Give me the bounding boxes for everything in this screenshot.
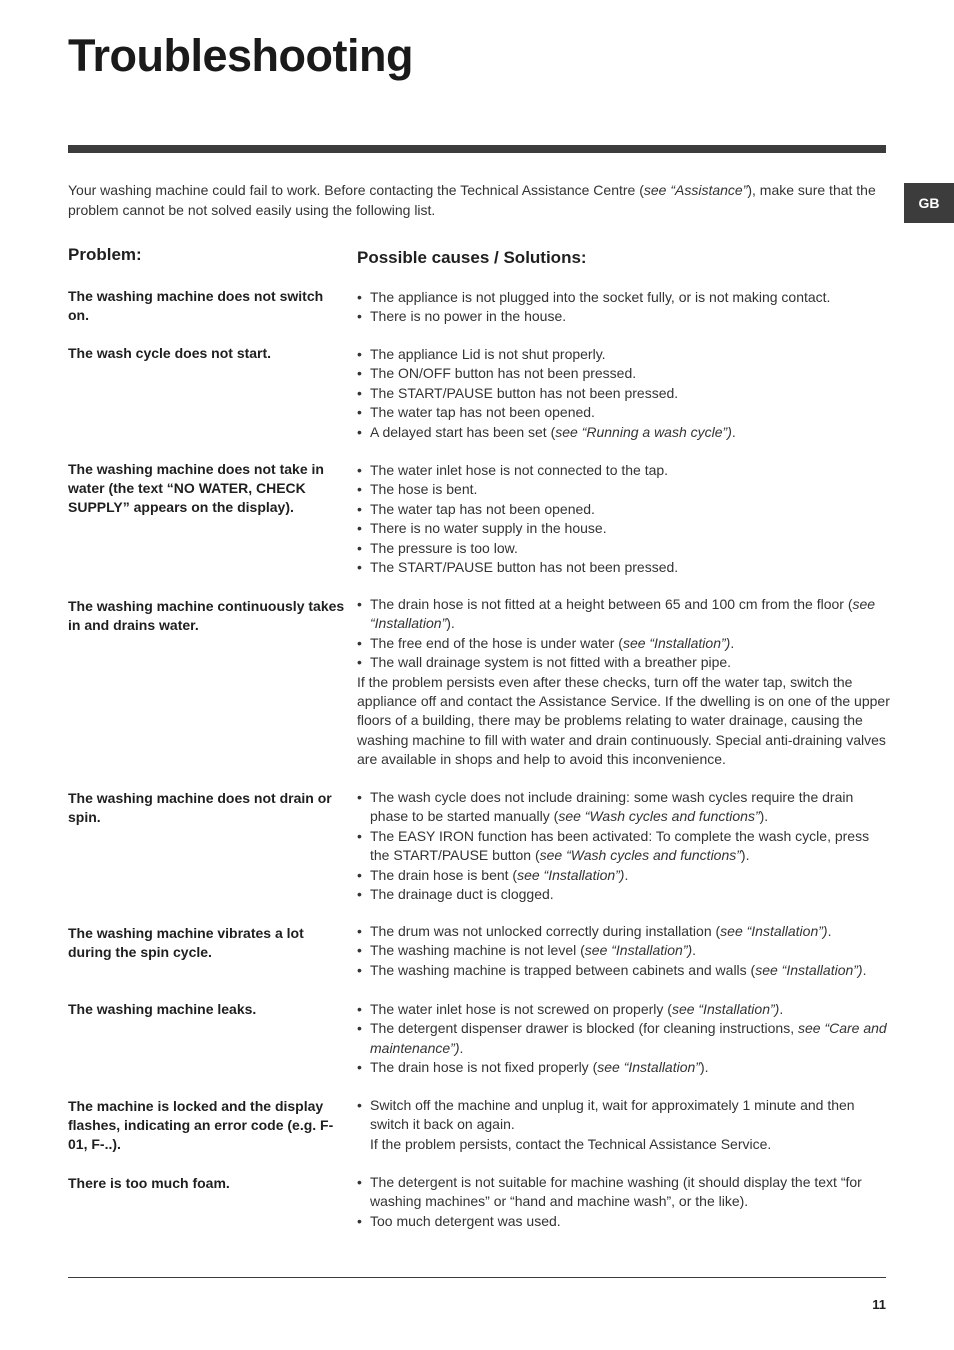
solutions-list (357, 288, 892, 327)
solutions-list (357, 461, 892, 577)
solution-text: The wash cycle does not include draining: some wash cycles require the drain phase to be started manually ( (370, 789, 854, 825)
solution-text-end: . (459, 1039, 464, 1056)
problem-column-header: Problem: (68, 245, 142, 264)
solutions-list (357, 922, 892, 980)
solutions-list (357, 1000, 892, 1078)
solution-text: The detergent dispenser drawer is blocked (for cleaning instructions, (370, 1020, 798, 1037)
solution-text: The appliance Lid is not shut properly. (370, 346, 606, 362)
solution-text: The appliance is not plugged into the socket fully, or is not making contact. (370, 289, 831, 305)
solution-item (357, 288, 892, 307)
solution-text: The ON/OFF button has not been pressed. (370, 365, 637, 382)
solution-text: The washing machine is not level ( (370, 942, 585, 959)
solution-text: The pressure is too low. (370, 539, 518, 556)
solution-text: The EASY IRON function has been activated: To complete the wash cycle, press the START/PAUSE button ( (370, 827, 870, 864)
solution-item (357, 827, 892, 866)
solution-text: If the problem persists, contact the Technical Assistance Service. (370, 1135, 772, 1152)
solution-reference: see “Installation” (597, 1059, 700, 1076)
solution-text: The drain hose is bent ( (370, 866, 518, 883)
solution-item (357, 634, 892, 653)
solution-item (357, 539, 892, 558)
solutions-list (357, 595, 892, 770)
solution-item (357, 384, 892, 403)
problem-text: The washing machine vibrates a lot during the spin cycle. (68, 925, 304, 960)
solution-text: There is no water supply in the house. (370, 520, 607, 537)
solution-text: The water inlet hose is not connected to the tap. (370, 462, 669, 478)
solution-text: The START/PAUSE button has not been pressed. (370, 384, 679, 401)
solution-item (357, 1135, 892, 1154)
problem-text: There is too much foam. (68, 1175, 230, 1191)
solution-text-end: ). (446, 615, 455, 632)
solution-item (357, 788, 892, 827)
solution-item (357, 1173, 892, 1212)
intro-reference: see “Assistance” (643, 182, 748, 198)
solutions-list (357, 1096, 892, 1154)
solution-reference: see “Installation”) (584, 942, 693, 959)
solution-item (357, 653, 892, 672)
solution-text: Switch off the machine and unplug it, wait for approximately 1 minute and then switch it back on again. (370, 1097, 855, 1133)
solution-reference: see “Installation”) (671, 1001, 780, 1017)
solution-reference: see “Installation”) (517, 866, 625, 883)
solution-text: The drainage duct is clogged. (370, 886, 554, 903)
solution-item (357, 673, 892, 770)
solution-text: The drum was not unlocked correctly during installation ( (370, 923, 721, 939)
solution-item (357, 307, 892, 326)
solution-text-end: ). (740, 847, 750, 864)
solution-reference: see “Installation” (370, 596, 876, 632)
solution-text-end: . (692, 942, 697, 959)
solution-item (357, 1019, 892, 1058)
solutions-list (357, 1173, 892, 1231)
solution-text-end: . (624, 866, 629, 883)
solution-text: A delayed start has been set ( (370, 423, 556, 440)
intro-text-end: ), make sure that the problem cannot be not solved easily using the following list. (68, 182, 876, 218)
solution-item (357, 1096, 892, 1135)
solution-reference: see “Installation”) (622, 634, 731, 651)
page-number: 11 (872, 1297, 886, 1312)
solution-item (357, 500, 892, 519)
solutions-list (357, 345, 892, 442)
solution-item (357, 922, 892, 941)
solutions-list (357, 788, 892, 904)
solution-item (357, 345, 892, 364)
solution-item (357, 1000, 892, 1019)
solution-text: The free end of the hose is under water ( (370, 634, 623, 651)
solution-reference: see “Care and maintenance”) (370, 1020, 887, 1056)
problem-text: The washing machine does not drain or spin. (68, 790, 332, 825)
solution-item (357, 519, 892, 538)
solution-text-end: . (827, 923, 832, 939)
solution-text-end: . (730, 634, 735, 651)
header-rule (68, 145, 886, 153)
solution-reference: see “Installation”) (755, 961, 863, 978)
solution-item (357, 1212, 892, 1231)
solution-text: The START/PAUSE button has not been pressed. (370, 559, 679, 576)
solution-item (357, 364, 892, 383)
solution-text: Too much detergent was used. (370, 1212, 561, 1229)
solution-text: The water tap has not been opened. (370, 500, 595, 517)
solution-text-end: ). (699, 1059, 709, 1076)
solution-reference: see “Wash cycles and functions” (539, 847, 741, 864)
solution-item (357, 480, 892, 499)
solution-reference: see “Installation”) (720, 923, 828, 939)
solution-text: If the problem persists even after these checks, turn off the water tap, switch the appliance off and contact the Assistance Service. If the dwelling is on one of the upper floors of a building, there may be problems relating to water drainage, causing the washing machine to fill with water and drain continuously. Special anti-draining valves are available in shops and help to avoid this inconvenience. (357, 673, 890, 768)
solution-reference: see “Wash cycles and functions” (558, 808, 760, 825)
solution-text: There is no power in the house. (370, 308, 567, 325)
solution-item (357, 595, 892, 634)
solution-text: The detergent is not suitable for machine washing (it should display the text “for washing machines” or “hand and machine wash”, or the like). (370, 1174, 862, 1210)
solution-item (357, 866, 892, 885)
problem-text: The machine is locked and the display flashes, indicating an error code (e.g. F-01, F-..). (68, 1098, 334, 1152)
problem-text: The washing machine does not switch on. (68, 288, 324, 323)
page-title: Troubleshooting (68, 30, 413, 81)
solution-item (357, 1058, 892, 1077)
solution-text: The water inlet hose is not screwed on properly ( (370, 1001, 672, 1017)
solution-reference: see “Running a wash cycle”) (555, 423, 732, 440)
footer-rule (68, 1277, 886, 1278)
solution-item (357, 885, 892, 904)
solution-item (357, 961, 892, 980)
solution-text-end: . (862, 961, 867, 978)
solution-text: The drain hose is not fitted at a height between 65 and 100 cm from the floor ( (370, 596, 853, 612)
solution-text: The water tap has not been opened. (370, 404, 595, 421)
solution-text: The hose is bent. (370, 481, 478, 498)
intro-paragraph (68, 180, 886, 220)
language-tab: GB (904, 183, 954, 223)
solution-text-end: ). (759, 808, 769, 825)
problem-text: The washing machine leaks. (68, 1001, 257, 1017)
solution-text-end: . (731, 423, 736, 440)
solution-item (357, 403, 892, 422)
problem-text: The washing machine does not take in water (the text “NO WATER, CHECK SUPPLY” appears on the display). (68, 461, 324, 515)
intro-text: Your washing machine could fail to work. Before contacting the Technical Assistance Centre ( (68, 182, 644, 198)
solution-text-end: . (779, 1001, 784, 1017)
solution-text: The drain hose is not fixed properly ( (370, 1059, 598, 1076)
solution-text: The washing machine is trapped between cabinets and walls ( (370, 961, 756, 978)
solution-text: The wall drainage system is not fitted with a breather pipe. (370, 654, 732, 671)
causes-column-header: Possible causes / Solutions: (357, 248, 587, 267)
solution-item (357, 461, 892, 480)
problem-text: The washing machine continuously takes in and drains water. (68, 598, 345, 633)
solution-item (357, 558, 892, 577)
problem-text: The wash cycle does not start. (68, 345, 272, 361)
solution-item (357, 423, 892, 442)
solution-item (357, 941, 892, 960)
